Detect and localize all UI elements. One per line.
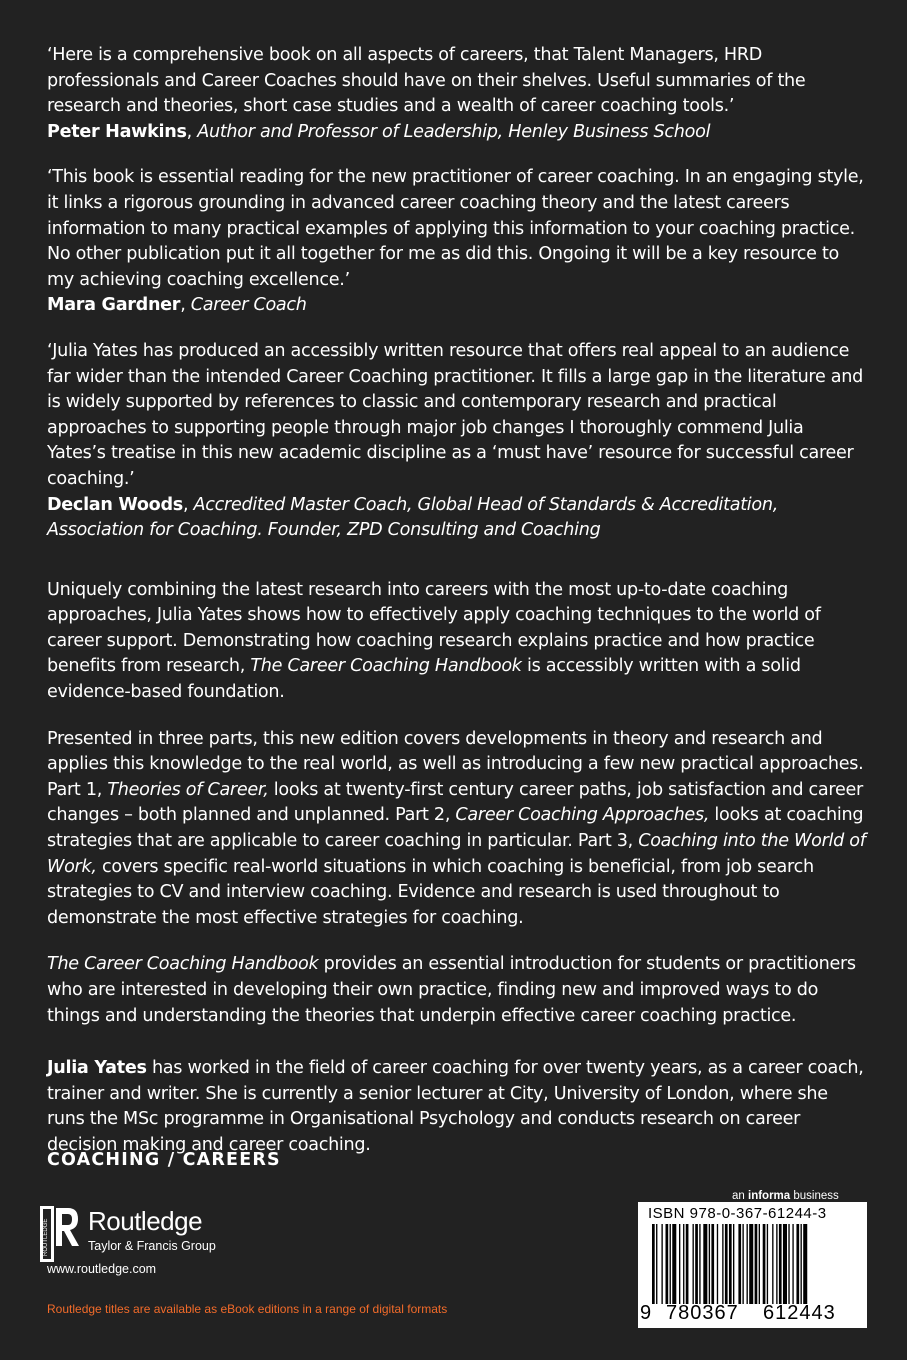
reviewer-name: Declan Woods (47, 494, 183, 515)
barcode-bar (711, 1224, 714, 1304)
publisher-website[interactable]: www.routledge.com (47, 1262, 157, 1276)
barcode-group-2: 612443 (763, 1302, 836, 1324)
barcode-bar (783, 1224, 787, 1304)
barcode-bar (796, 1224, 799, 1304)
barcode-bar (747, 1224, 748, 1304)
reviewer-name: Mara Gardner (47, 295, 181, 316)
barcode-bar (656, 1224, 657, 1304)
informa-prefix: an (732, 1190, 748, 1202)
barcode-bar (803, 1224, 807, 1304)
barcode-bar (733, 1224, 734, 1304)
description-text: looks at coaching strategies that are applicable to career coaching in particular. Part 3, (47, 805, 864, 852)
barcode-bar (670, 1224, 671, 1304)
barcode-bar (788, 1224, 789, 1304)
barcode-digit-first: 9 (640, 1302, 653, 1324)
routledge-logo-icon (40, 1206, 80, 1262)
barcode-bars (652, 1224, 862, 1304)
barcode-bar (742, 1224, 743, 1304)
barcode-bar (722, 1224, 723, 1304)
reviewer-role: Career Coach (190, 295, 307, 316)
publisher-group: Taylor & Francis Group (88, 1239, 216, 1253)
barcode-bar (763, 1224, 766, 1304)
back-cover-text (47, 43, 867, 1159)
barcode-bar (729, 1224, 732, 1304)
description-text: looks at twenty-first century career paths, job satisfaction and career changes – both planned and unplanned. Part 2, (47, 779, 863, 826)
description-text: provides an essential introduction for students or practitioners who are interested in developing their own practice, finding new and improved ways to do things and understanding the theories that underpin effective career coaching practice. (47, 954, 856, 1026)
barcode-bar (672, 1224, 676, 1304)
description-paragraph-1 (47, 578, 867, 706)
description-paragraph-3 (47, 952, 867, 1029)
barcode-bar (776, 1224, 777, 1304)
description-paragraph-2 (47, 727, 867, 932)
review-attribution-2: Mara Gardner, Career Coach (47, 295, 307, 316)
barcode-bar (725, 1224, 728, 1304)
barcode-bar (738, 1224, 741, 1304)
informa-brand: informa (748, 1190, 791, 1202)
reviewer-role: Author and Professor of Leadership, Henley Business School (197, 121, 711, 142)
part-title: Coaching into the World of Work, (47, 831, 866, 877)
barcode-bar (749, 1224, 753, 1304)
review-quote-2: ‘This book is essential reading for the new practitioner of career coaching. In an engaging style, it links a rigorous grounding in advanced career coaching theory and the latest careers information to many practical examples of applying this information to your coaching practice. No other publication put it all together for me as did this. Ongoing it will be a key resource to my achieving coaching excellence.’ (47, 167, 864, 290)
informa-suffix: business (790, 1190, 839, 1202)
barcode-bar (652, 1224, 655, 1304)
barcode-bar (686, 1224, 689, 1304)
barcode-bar (792, 1224, 793, 1304)
review-attribution-3: Declan Woods, Accredited Master Coach, Global Head of Standards & Accreditation, Association for Coaching. Founder, ZPD Consulting and Coaching (47, 494, 778, 541)
description-text: is accessibly written with a solid evidence-based foundation. (47, 656, 801, 703)
barcode-bar (772, 1224, 773, 1304)
ebook-notice: Routledge titles are available as eBook editions in a range of digital formats (47, 1302, 448, 1316)
subject-category: COACHING / CAREERS (47, 1150, 281, 1170)
svg-text:ROUTLEDGE: ROUTLEDGE (43, 1218, 49, 1256)
barcode-bar (717, 1224, 718, 1304)
barcode-bar (683, 1224, 684, 1304)
review-quote-3: ‘Julia Yates has produced an accessibly written resource that offers real appeal to an audience far wider than the intended Career Coaching practitioner. It fills a large gap in the literature and is widely supported by references to classic and contemporary research and practical approaches to supporting people through major job changes I thoroughly commend Julia Yates’s treatise in this new academic discipline as a ‘must have’ resource for successful career coaching.’ (47, 340, 863, 489)
barcode-bar (666, 1224, 669, 1304)
publisher-name: Routledge (88, 1206, 203, 1236)
barcode-bar (801, 1224, 802, 1304)
barcode-bar (709, 1224, 710, 1304)
barcode-bar (755, 1224, 758, 1304)
barcode-group-1: 780367 (666, 1302, 739, 1324)
reviewer-name: Peter Hawkins (47, 121, 187, 142)
review-quote-1: ‘Here is a comprehensive book on all aspects of careers, that Talent Managers, HRD professionals and Career Coaches should have on their shelves. Useful summaries of the research and theories, short case studies and a wealth of career coaching tools.’ (47, 45, 806, 117)
barcode-bar (699, 1224, 700, 1304)
author-bio (47, 1056, 867, 1158)
book-title: The Career Coaching Handbook (250, 656, 522, 677)
review-attribution-1: Peter Hawkins, Author and Professor of Leadership, Henley Business School (47, 121, 711, 142)
reviewer-role: Accredited Master Coach, Global Head of Standards & Accreditation, Association for Coaching. Founder, ZPD Consulting and Coaching (47, 494, 778, 541)
book-title: The Career Coaching Handbook (47, 954, 319, 975)
barcode-bar (779, 1224, 782, 1304)
barcode-bar (693, 1224, 694, 1304)
barcode-bar (661, 1224, 662, 1304)
barcode-bar (679, 1224, 680, 1304)
barcode-bar (703, 1224, 707, 1304)
author-name: Julia Yates (47, 1058, 147, 1079)
description-text: covers specific real-world situations in which coaching is beneficial, from job search strategies to CV and interview coaching. Evidence and research is used throughout to demonstrate the most effective strategies for coaching. (47, 856, 814, 928)
description-text: Presented in three parts, this new edition covers developments in theory and research and applies this knowledge to the real world, as well as introducing a few new practical approaches. Part 1, (47, 728, 864, 800)
isbn-barcode (638, 1202, 867, 1328)
description-text: Uniquely combining the latest research into careers with the most up-to-date coaching approaches, Julia Yates shows how to effectively apply coaching techniques to the world of career support. Demonstrating how coaching research explains practice and how practice benefits from research, (47, 579, 821, 677)
barcode-bar (767, 1224, 768, 1304)
barcode-bar (759, 1224, 760, 1304)
isbn-text: ISBN 978-0-367-61244-3 (648, 1205, 827, 1222)
informa-business (732, 1190, 839, 1202)
part-title: Career Coaching Approaches, (455, 805, 710, 826)
barcode-bar (695, 1224, 698, 1304)
author-bio-text: has worked in the field of career coaching for over twenty years, as a career coach, trainer and writer. She is currently a senior lecturer at City, University of London, where she runs the MSc programme in Organisational Psychology and conducts research on career decision making and career coaching. (47, 1058, 864, 1155)
part-title: Theories of Career, (107, 779, 269, 800)
